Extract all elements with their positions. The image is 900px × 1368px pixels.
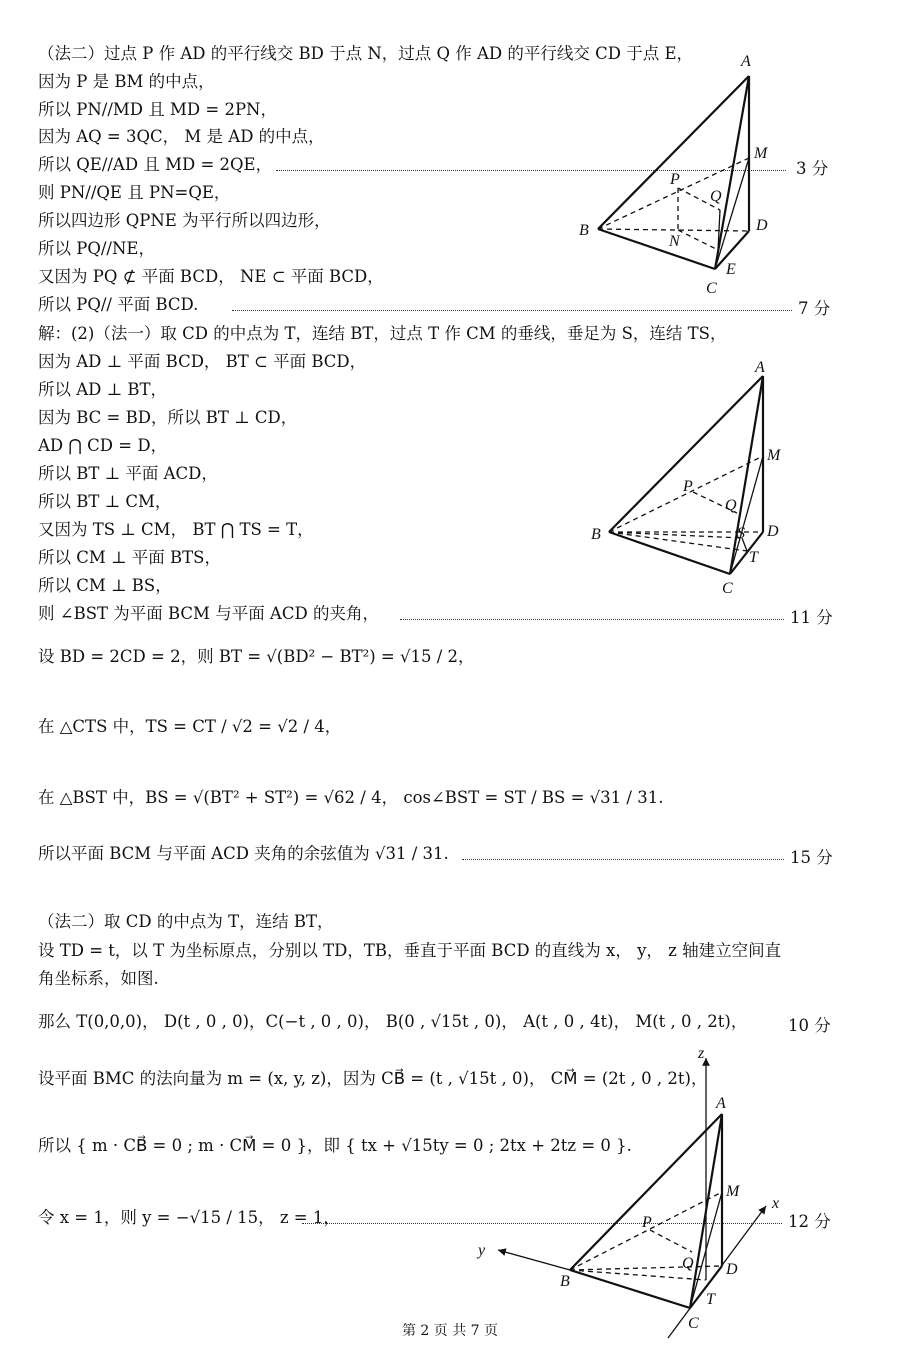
text-line: 又因为 TS ⊥ CM， BT ⋂ TS = T，: [38, 520, 314, 539]
label-M: M: [726, 1183, 740, 1200]
axis-label-z: z: [698, 1045, 705, 1062]
score-11: 11 分: [790, 608, 833, 627]
text-line: 则 ∠BST 为平面 BCM 与平面 ACD 的夹角，: [38, 604, 379, 623]
equation-ts: 在 △CTS 中，TS = CT / √2 = √2 / 4，: [38, 717, 342, 736]
label-M: M: [754, 145, 768, 162]
equation-bs-cos: 在 △BST 中，BS = √(BT² + ST²) = √62 / 4， cos∠BST = ST / BS = √31 / 31.: [38, 788, 664, 807]
label-N: N: [669, 233, 680, 250]
label-B: B: [560, 1273, 570, 1290]
text-line: 所以 AD ⊥ BT，: [38, 380, 168, 399]
dot-leader: [232, 310, 792, 311]
text-line: 所以 BT ⊥ CM，: [38, 492, 172, 511]
text-line: 所以 QE//AD 且 MD = 2QE，: [38, 155, 273, 174]
score-10: 10 分: [788, 1016, 831, 1035]
text-line: 设 TD = t，以 T 为坐标原点，分别以 TD，TB，垂直于平面 BCD 的直线为 x， y， z 轴建立空间直: [38, 941, 782, 960]
axis-label-x: x: [772, 1195, 780, 1212]
score-7: 7 分: [798, 299, 831, 318]
text-line: 因为 P 是 BM 的中点，: [38, 72, 215, 91]
equation-result: 所以平面 BCM 与平面 ACD 夹角的余弦值为 √31 / 31.: [38, 844, 449, 863]
label-P: P: [683, 478, 693, 495]
text-line: 令 x = 1，则 y = −√15 / 15， z = 1，: [38, 1208, 340, 1227]
label-A: A: [755, 359, 765, 376]
text-line: 所以 PQ//NE，: [38, 239, 155, 258]
label-D: D: [726, 1261, 738, 1278]
label-A: A: [716, 1095, 726, 1112]
label-E: E: [726, 261, 736, 278]
figure-tetrahedron-2: [575, 352, 800, 600]
text-line: （法二）取 CD 的中点为 T，连结 BT，: [38, 912, 334, 931]
score-3: 3 分: [796, 159, 829, 178]
label-P: P: [670, 171, 680, 188]
label-S: S: [737, 525, 745, 542]
text-line: 所以 CM ⊥ 平面 BTS，: [38, 548, 221, 567]
label-C: C: [688, 1315, 699, 1332]
label-C: C: [722, 580, 733, 597]
label-P: P: [642, 1214, 652, 1231]
figure-tetrahedron-1: [560, 48, 800, 298]
axis-label-y: y: [478, 1242, 486, 1259]
label-B: B: [591, 526, 601, 543]
text-line: （法二）过点 P 作 AD 的平行线交 BD 于点 N，过点 Q 作 AD 的平行线交 CD 于点 E，: [38, 44, 694, 63]
label-D: D: [756, 217, 768, 234]
label-B: B: [579, 222, 589, 239]
label-A: A: [741, 53, 751, 70]
equation-bt: 设 BD = 2CD = 2，则 BT = √(BD² − BT²) = √15 / 2，: [38, 647, 475, 666]
text-line: 所以 CM ⊥ BS，: [38, 576, 172, 595]
text-line: 角坐标系，如图.: [38, 969, 159, 988]
label-C: C: [706, 280, 717, 297]
page-footer: 第 2 页 共 7 页: [401, 1323, 499, 1339]
text-line: 所以 PN//MD 且 MD = 2PN，: [38, 100, 277, 119]
text-line: 因为 AQ = 3QC， M 是 AD 的中点，: [38, 127, 325, 146]
label-M: M: [767, 447, 781, 464]
dot-leader: [462, 859, 784, 860]
text-line: 设平面 BMC 的法向量为 m = (x, y, z)，因为 CB⃗ = (t , √15t , 0)， CM⃗ = (2t , 0 , 2t)，: [38, 1069, 708, 1088]
text-line: 所以 BT ⊥ 平面 ACD，: [38, 464, 218, 483]
text-line: AD ⋂ CD = D，: [38, 436, 168, 455]
label-T: T: [706, 1291, 715, 1308]
text-line: 那么 T(0,0,0)， D(t , 0 , 0)，C(−t , 0 , 0)， B(0 , √15t , 0)， A(t , 0 , 4t)， M(t , 0 , 2t)，: [38, 1012, 748, 1031]
score-12: 12 分: [788, 1212, 831, 1231]
text-line: 所以四边形 QPNE 为平行所以四边形，: [38, 211, 331, 230]
text-line: 又因为 PQ ⊄ 平面 BCD， NE ⊂ 平面 BCD，: [38, 267, 384, 286]
figure-coordinate-system: [470, 1040, 800, 1340]
label-T: T: [749, 549, 758, 566]
label-Q: Q: [725, 497, 737, 514]
text-line: 所以 { m · CB⃗ = 0 ; m · CM⃗ = 0 }，即 { tx + √15ty = 0 ; 2tx + 2tz = 0 }.: [38, 1136, 632, 1155]
text-line: 因为 AD ⊥ 平面 BCD， BT ⊂ 平面 BCD，: [38, 352, 367, 371]
text-line: 解：(2)（法一）取 CD 的中点为 T，连结 BT，过点 T 作 CM 的垂线，垂足为 S，连结 TS，: [38, 324, 727, 343]
label-Q: Q: [682, 1255, 694, 1272]
text-line: 则 PN//QE 且 PN=QE，: [38, 183, 231, 202]
score-15: 15 分: [790, 848, 833, 867]
text-line: 所以 PQ// 平面 BCD.: [38, 295, 199, 314]
dot-leader: [400, 619, 784, 620]
text-line: 因为 BC = BD，所以 BT ⊥ CD，: [38, 408, 298, 427]
label-D: D: [767, 523, 779, 540]
label-Q: Q: [710, 188, 722, 205]
